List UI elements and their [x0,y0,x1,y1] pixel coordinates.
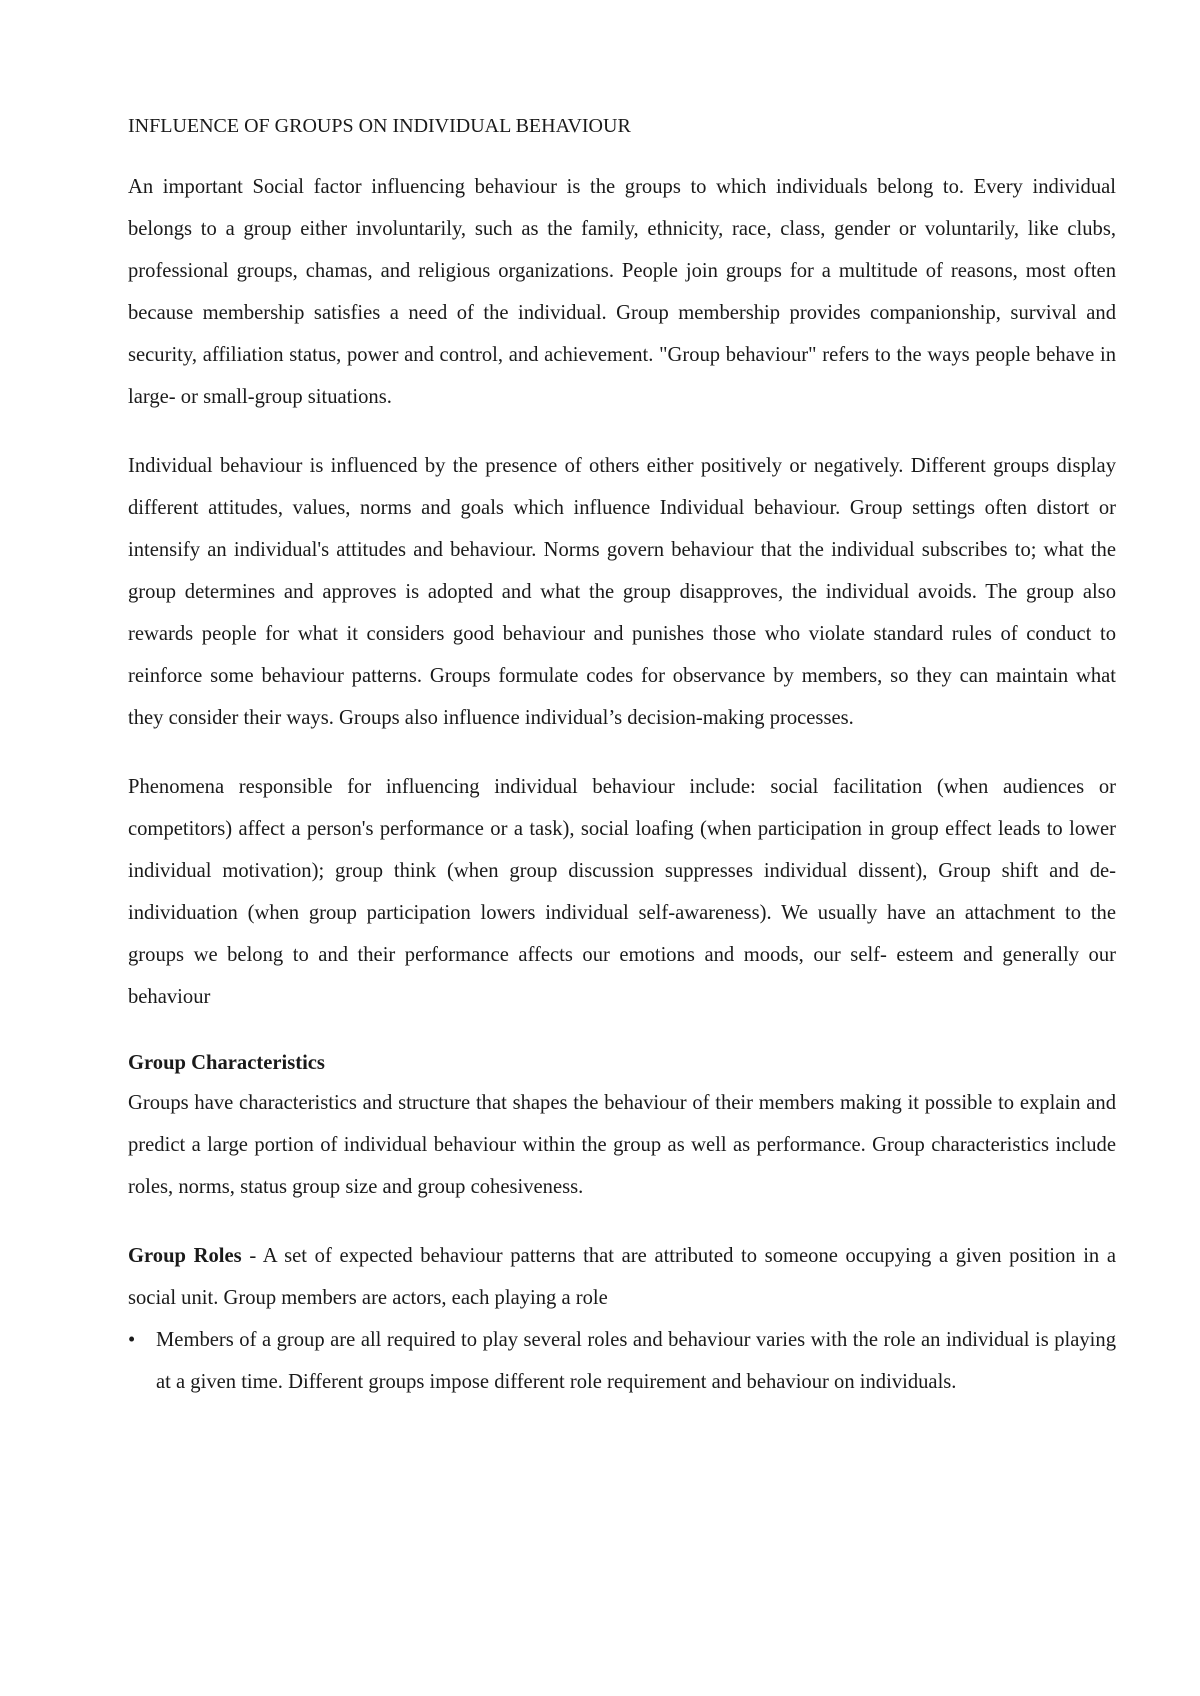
paragraph-group-characteristics: Groups have characteristics and structure that shapes the behaviour of their members making it possible to explain and predict a large portion of individual behaviour within the group as well as performance. Group characteristics include roles, norms, status group size and group cohesiveness. [128,1092,1116,1198]
heading-group-roles: Group Roles [128,1245,242,1267]
paragraph-individual-behaviour: Individual behaviour is influenced by the presence of others either positively or negatively. Different groups display different attitudes, values, norms and goals which influence Individual behaviour. Group settings often distort or intensify an individual's attitudes and behaviour. Norms govern behaviour that the individual subscribes to; what the group determines and approves is adopted and what the group disapproves, the individual avoids. The group also rewards people for what it considers good behaviour and punishes those who violate standard rules of conduct to reinforce some behaviour patterns. Groups formulate codes for observance by members, so they can maintain what they consider their ways. Groups also influence individual’s decision-making processes. [128,455,1116,729]
document-page [128,112,1116,1403]
list-item-text: Members of a group are all required to play several roles and behaviour varies with the role an individual is playing at a given time. Different groups impose different role requirement and behaviour on individuals. [156,1329,1116,1393]
paragraph-phenomena: Phenomena responsible for influencing individual behaviour include: social facilitation (when audiences or competitors) affect a person's performance or a task), social loafing (when participation in group effect leads to lower individual motivation); group think (when group discussion suppresses individual dissent), Group shift and de-individuation (when group participation lowers individual self-awareness). We usually have an attachment to the groups we belong to and their performance affects our emotions and moods, our self- esteem and generally our behaviour [128,776,1116,1008]
group-roles-definition: - A set of expected behaviour patterns that are attributed to someone occupying a given position in a social unit. Group members are actors, each playing a role [128,1245,1117,1309]
paragraph-group-roles [128,1235,1116,1319]
list-item [128,1319,1116,1403]
bullet-icon: • [128,1329,136,1351]
document-title: INFLUENCE OF GROUPS ON INDIVIDUAL BEHAVIOUR [128,115,631,137]
paragraph-intro: An important Social factor influencing behaviour is the groups to which individuals belong to. Every individual belongs to a group either involuntarily, such as the family, ethnicity, race, class, gender or voluntarily, like clubs, professional groups, chamas, and religious organizations. People join groups for a multitude of reasons, most often because membership satisfies a need of the individual. Group membership provides companionship, survival and security, affiliation status, power and control, and achievement. "Group behaviour" refers to the ways people behave in large- or small-group situations. [128,176,1116,408]
heading-group-characteristics: Group Characteristics [128,1052,325,1074]
group-roles-list [128,1319,1116,1403]
